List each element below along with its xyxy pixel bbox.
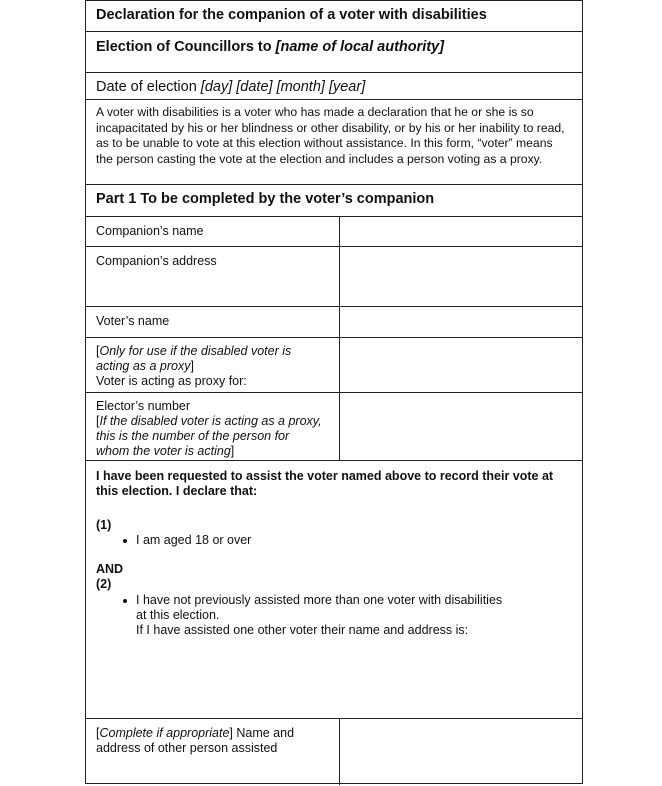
other-person-label-cell (86, 719, 340, 785)
companion-address-row (86, 247, 582, 307)
declaration-section (86, 461, 582, 719)
companion-address-label: Companion’s address (86, 247, 340, 306)
elector-number-label: Elector’s number (96, 399, 191, 413)
proxy-note-open: [ (96, 344, 100, 358)
proxy-row (86, 338, 582, 393)
part1-heading (86, 185, 582, 217)
other-person-field[interactable] (340, 719, 582, 785)
bullet-icon (123, 599, 127, 603)
proxy-note-close: ] (190, 359, 194, 373)
elector-note: If the disabled voter is acting as a proxy, this is the number of the person for whom the voter is acting (96, 414, 322, 458)
companion-name-field[interactable] (340, 217, 582, 246)
item2-line2: at this election. (136, 608, 220, 622)
companion-name-label: Companion’s name (86, 217, 340, 246)
form-title (86, 1, 582, 32)
other-person-label: ] Name and address of other person assisted (96, 726, 295, 755)
election-heading (86, 32, 582, 73)
item2-number: (2) (96, 577, 112, 591)
item1-number: (1) (96, 518, 112, 532)
form-title-text: Declaration for the companion of a voter with disabilities (96, 7, 487, 23)
elector-number-label-cell (86, 393, 340, 460)
proxy-label-cell (86, 338, 340, 392)
intro-text: A voter with disabilities is a voter who has made a declaration that he or she is so incapacitated by his or her blindness or other disability, or by his or her inability to read, as to be unable to vote at this election without assistance. In this form, “voter” means the person casting the vote at the election and includes a person voting as a proxy. (96, 105, 565, 166)
item2-line3: If I have assisted one other voter their name and address is: (136, 623, 469, 637)
proxy-field[interactable] (340, 338, 582, 392)
elector-note-close: ] (230, 444, 235, 458)
proxy-label: Voter is acting as proxy for: (96, 374, 247, 388)
voter-name-field[interactable] (340, 307, 582, 337)
item1-text: I am aged 18 or over (136, 533, 252, 547)
other-voter-details-area[interactable] (136, 641, 572, 712)
voter-name-row (86, 307, 582, 338)
election-prefix: Election of Councillors to (96, 39, 276, 55)
bullet-icon (123, 539, 127, 543)
date-label: Date of election (96, 79, 201, 95)
companion-name-row (86, 217, 582, 247)
date-of-election (86, 73, 582, 100)
other-person-row (86, 719, 582, 785)
other-person-open: [ (96, 726, 100, 740)
intro-paragraph (86, 100, 582, 185)
part1-text: Part 1 To be completed by the voter’s companion (96, 191, 435, 207)
companion-address-field[interactable] (340, 247, 582, 306)
date-placeholder: [day] [date] [month] [year] (200, 79, 366, 95)
and-label: AND (96, 562, 124, 576)
item2-line1: I have not previously assisted more than one voter with disabilities (136, 593, 503, 607)
authority-placeholder: [name of local authority] (275, 39, 445, 55)
voter-name-label: Voter’s name (86, 307, 340, 337)
declaration-form (85, 0, 583, 784)
other-person-note: Complete if appropriate (99, 726, 230, 740)
declaration-intro: I have been requested to assist the voter named above to record their vote at this election. I declare that: (96, 469, 554, 498)
elector-number-row (86, 393, 582, 461)
proxy-note: Only for use if the disabled voter is acting as a proxy (96, 344, 292, 373)
elector-note-open: [ (96, 414, 100, 428)
elector-number-field[interactable] (340, 393, 582, 460)
